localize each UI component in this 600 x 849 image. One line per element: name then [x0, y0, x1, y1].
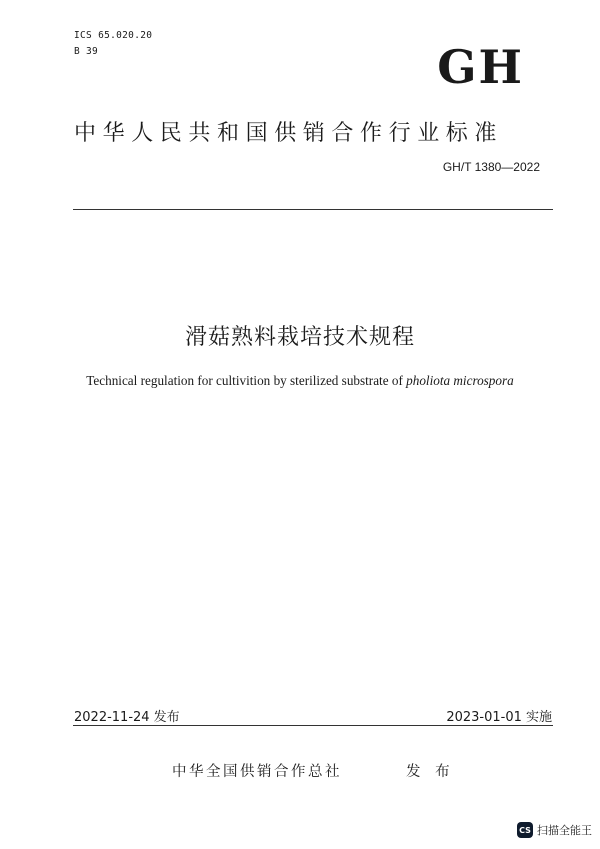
english-title-text: Technical regulation for cultivition by sterilized substrate of	[86, 373, 407, 388]
standard-number: GH/T 1380—2022	[442, 160, 540, 174]
header-divider	[73, 209, 553, 210]
footer-divider	[73, 725, 553, 726]
publish-date: 2022-11-24 发布	[74, 710, 180, 725]
document-title-english	[0, 373, 600, 389]
camscanner-icon: CS	[517, 822, 533, 838]
scanner-badge	[517, 822, 592, 838]
scanner-app-name: 扫描全能王	[537, 824, 592, 837]
document-title-chinese: 滑菇熟料栽培技术规程	[184, 325, 415, 350]
implement-date: 2023-01-01 实施	[446, 710, 552, 725]
issuing-organization: 中华全国供销合作总社	[172, 764, 342, 780]
gh-logo: GH	[437, 40, 524, 94]
species-name: pholiota microspora	[406, 373, 514, 388]
ics-code: ICS 65.020.20	[74, 30, 153, 41]
standard-category: 中华人民共和国供销合作行业标准	[74, 121, 504, 146]
issue-label: 发 布	[406, 764, 455, 780]
ccs-code: B 39	[74, 46, 99, 57]
